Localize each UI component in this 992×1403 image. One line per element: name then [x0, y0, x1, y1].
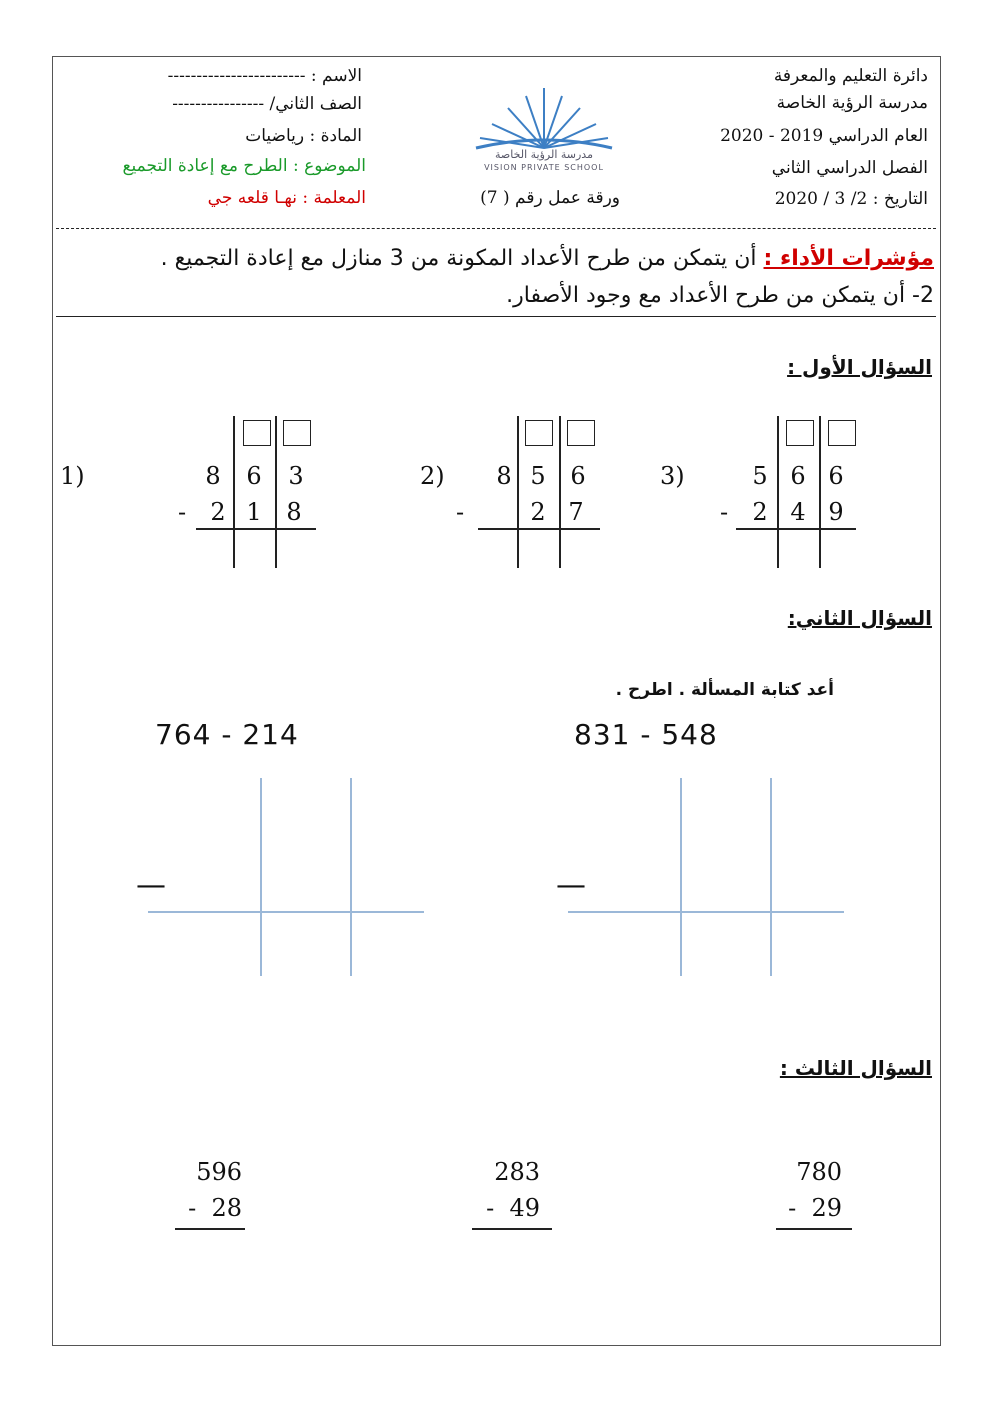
- logo-arabic-text: مدرسة الرؤية الخاصة: [495, 148, 593, 161]
- dept-name: دائرة التعليم والمعرفة: [773, 66, 928, 86]
- student-name-field: الاسم : ------------------------: [167, 66, 362, 86]
- header-divider: [56, 228, 936, 229]
- digit: 6: [246, 462, 262, 490]
- answer-line: [478, 528, 600, 530]
- academic-year: العام الدراسي 2019 - 2020: [720, 126, 928, 146]
- indicators-label: مؤشرات الأداء :: [763, 246, 934, 271]
- date: التاريخ : 2/ 3 / 2020: [774, 189, 928, 209]
- carry-box[interactable]: [786, 420, 814, 446]
- column-line: [777, 416, 779, 568]
- indicator-line-2: 2- أن يتمكن من طرح الأعداد مع وجود الأصفار.: [506, 283, 934, 308]
- minus-sign: -: [720, 498, 729, 526]
- carry-box[interactable]: [828, 420, 856, 446]
- answer-line: [736, 528, 856, 530]
- q3-top-number: 596: [196, 1158, 242, 1186]
- teacher: المعلمة : نهـا قلعه جي: [207, 188, 366, 208]
- digit: 5: [530, 462, 546, 490]
- digit: 6: [828, 462, 844, 490]
- grid-line: [680, 778, 682, 976]
- column-line: [275, 416, 277, 568]
- minus-sign: -: [178, 498, 187, 526]
- q1-problem-1-label: 1): [60, 462, 85, 490]
- carry-box[interactable]: [567, 420, 595, 446]
- grid-line: [350, 778, 352, 976]
- q2-title: السؤال الثاني:: [787, 606, 932, 630]
- digit: 8: [286, 498, 302, 526]
- grid-line: [148, 911, 424, 913]
- digit: 4: [790, 498, 806, 526]
- digit: 5: [752, 462, 768, 490]
- q2-instruction: أعد كتابة المسألة . اطرح .: [615, 680, 834, 700]
- topic: الموضوع : الطرح مع إعادة التجميع: [122, 156, 366, 176]
- worksheet-number: ورقة عمل رقم ( 7): [480, 188, 620, 208]
- minus-dash: —: [136, 868, 166, 903]
- q2-left-expression: 764 - 214: [155, 718, 299, 751]
- answer-line: [472, 1228, 552, 1230]
- column-line: [233, 416, 235, 568]
- column-line: [819, 416, 821, 568]
- indicators-divider: [56, 316, 936, 317]
- carry-box[interactable]: [243, 420, 271, 446]
- grid-line: [568, 911, 844, 913]
- q3-bottom-number: - 28: [188, 1194, 242, 1222]
- carry-box[interactable]: [525, 420, 553, 446]
- digit: 6: [790, 462, 806, 490]
- carry-box[interactable]: [283, 420, 311, 446]
- grade-field: الصف الثاني/ ----------------: [172, 94, 362, 114]
- digit: 2: [530, 498, 546, 526]
- digit: 1: [246, 498, 262, 526]
- school-name: مدرسة الرؤية الخاصة: [776, 93, 928, 113]
- indicator-1-text: أن يتمكن من طرح الأعداد المكونة من 3 منازل مع إعادة التجميع .: [160, 246, 764, 271]
- q1-problem-3-label: 3): [660, 462, 685, 490]
- q3-title: السؤال الثالث :: [779, 1056, 932, 1080]
- digit: 8: [205, 462, 221, 490]
- q3-top-number: 283: [494, 1158, 540, 1186]
- minus-sign: -: [456, 498, 465, 526]
- q3-bottom-number: - 49: [486, 1194, 540, 1222]
- digit: 7: [568, 498, 584, 526]
- digit: 9: [828, 498, 844, 526]
- grid-line: [770, 778, 772, 976]
- q1-title: السؤال الأول :: [787, 355, 932, 379]
- minus-dash: —: [556, 868, 586, 903]
- answer-line: [175, 1228, 245, 1230]
- subject: المادة : رياضيات: [245, 126, 362, 146]
- column-line: [559, 416, 561, 568]
- digit: 3: [288, 462, 304, 490]
- digit: 2: [752, 498, 768, 526]
- q2-right-expression: 831 - 548: [574, 718, 718, 751]
- digit: 8: [496, 462, 512, 490]
- indicator-line-1: [161, 244, 934, 274]
- column-line: [517, 416, 519, 568]
- answer-line: [776, 1228, 852, 1230]
- grid-line: [260, 778, 262, 976]
- digit: 6: [570, 462, 586, 490]
- q1-problem-2-label: 2): [420, 462, 445, 490]
- answer-line: [196, 528, 316, 530]
- digit: 2: [210, 498, 226, 526]
- logo-english-text: VISION PRIVATE SCHOOL: [484, 163, 604, 172]
- q3-top-number: 780: [796, 1158, 842, 1186]
- term: الفصل الدراسي الثاني: [771, 158, 928, 178]
- school-logo: [436, 82, 652, 178]
- q3-bottom-number: - 29: [788, 1194, 842, 1222]
